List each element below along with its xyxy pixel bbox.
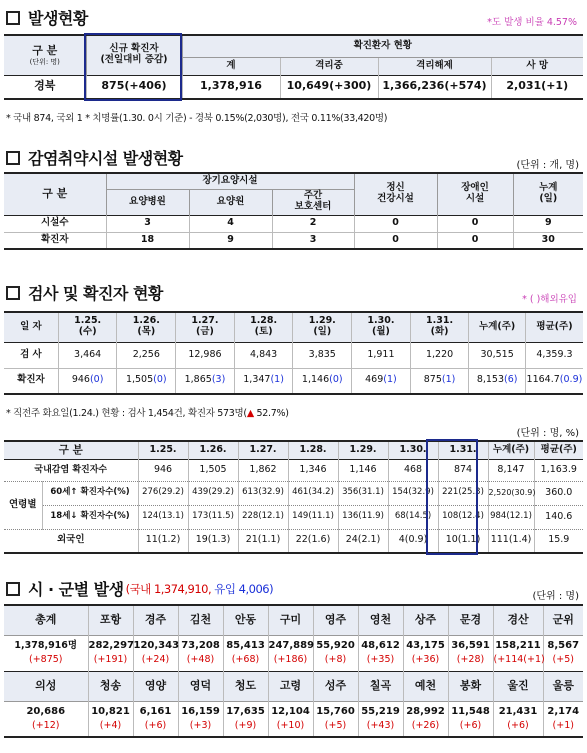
- value-new: 875(+406): [86, 75, 182, 99]
- region-name: 영주: [313, 605, 358, 635]
- header-mental-health: 정신 건강시설: [354, 173, 437, 215]
- region-value: 8,567 (+5): [543, 635, 583, 671]
- region-value: 120,343 (+24): [133, 635, 178, 671]
- region-value: 6,161 (+6): [133, 701, 178, 737]
- province-rate-note: *도 발생 비율 4.57%: [487, 17, 577, 28]
- region-value: 2,174 (+1): [543, 701, 583, 737]
- header-released: 격리해제: [378, 57, 491, 75]
- region-value: 15,760 (+5): [313, 701, 358, 737]
- region-name: 총계: [4, 605, 88, 635]
- region-value: 85,413 (+68): [223, 635, 268, 671]
- region-name: 예천: [403, 671, 448, 701]
- header-cumulative: 누계 (일): [513, 173, 583, 215]
- vulnerable-facility-table: [4, 172, 583, 250]
- table-row: 시설수 3 4 2 0 0 9: [4, 215, 583, 232]
- header-deaths: 사 망: [491, 57, 583, 75]
- value-isolating: 10,649(+300): [280, 75, 378, 99]
- new-cases-highlight: [84, 33, 182, 101]
- city-county-table: [4, 604, 583, 738]
- region-value: 282,297 (+191): [88, 635, 133, 671]
- section-title-city: [6, 577, 273, 600]
- region-name: 경주: [133, 605, 178, 635]
- region-value: 28,992 (+26): [403, 701, 448, 737]
- date-col: 1.25. (수): [58, 312, 117, 342]
- date-col: 1.27. (금): [176, 312, 235, 342]
- header-long-term-care: 장기요양시설: [106, 173, 354, 189]
- row-label: 경북: [34, 79, 56, 93]
- region-value: 55,219 (+43): [358, 701, 403, 737]
- region-value: 10,821 (+4): [88, 701, 133, 737]
- header-cumulative: 누계(주): [469, 312, 525, 342]
- region-name: 고령: [268, 671, 313, 701]
- region-name: 포항: [88, 605, 133, 635]
- region-name: 문경: [448, 605, 493, 635]
- region-name: 영양: [133, 671, 178, 701]
- header-average: 평균(주): [525, 312, 583, 342]
- region-name: 청송: [88, 671, 133, 701]
- region-name: 구미: [268, 605, 313, 635]
- section-title-occurrence: [6, 6, 88, 29]
- value-deaths: 2,031(+1): [491, 75, 583, 99]
- table-row: 국내감염 확진자수 946 1,505 1,862 1,346 1,146 468 874 8,147 1,163.9: [4, 459, 583, 481]
- table-row: 외국인 11(1.2) 19(1.3) 21(1.1) 22(1.6) 24(2.1) 4(0.9) 10(1.1) 111(1.4) 15.9: [4, 529, 583, 553]
- section3-footnote: * 직전주 화요일(1.24.) 현황 : 검사 1,454건, 확진자 573명(▲ 52.7%): [6, 408, 289, 419]
- region-name: 의성: [4, 671, 88, 701]
- table-row: 연령별 60세↑ 확진자수(%) 276(29.2) 439(29.2) 613(32.9) 461(34.2) 356(31.1) 154(32.9) 221(25.3) 2,520(30.9) 360.0: [4, 481, 583, 505]
- region-name: 김천: [178, 605, 223, 635]
- table-row: 확진자 946(0) 1,505(0) 1,865(3) 1,347(1) 1,146(0) 469(1) 875(1) 8,153(6) 1164.7(0.9): [4, 368, 583, 394]
- region-value: 12,104 (+10): [268, 701, 313, 737]
- value-released: 1,366,236(+574): [378, 75, 491, 99]
- overseas-note: * ( )해외유입: [522, 294, 577, 305]
- region-value: 247,889 (+186): [268, 635, 313, 671]
- region-name: 성주: [313, 671, 358, 701]
- title-text: 감염취약시설 발생현황: [28, 149, 183, 168]
- date-col: 1.29. (일): [293, 312, 352, 342]
- region-name: 청도: [223, 671, 268, 701]
- region-value: 48,612 (+35): [358, 635, 403, 671]
- region-value: 20,686 (+12): [26, 706, 66, 731]
- region-value: 1,378,916명 (+875): [14, 639, 78, 665]
- checkbox-square-icon: [6, 151, 20, 165]
- region-name: 울릉: [543, 671, 583, 701]
- table-row: 검 사 3,464 2,256 12,986 4,843 3,835 1,911 1,220 30,515 4,359.3: [4, 342, 583, 368]
- header-gubun: 구 분 (단위: 명): [4, 35, 86, 75]
- latest-day-highlight: [426, 439, 478, 555]
- section2-unit: (단위 : 개, 명): [516, 160, 579, 171]
- region-name: 경산: [493, 605, 543, 635]
- header-gubun: 구 분: [4, 173, 106, 215]
- header-status: 확진환자 현황: [182, 35, 583, 57]
- region-value: 43,175 (+36): [403, 635, 448, 671]
- region-value: 21,431 (+6): [493, 701, 543, 737]
- checkbox-square-icon: [6, 11, 20, 25]
- header-nursing-home: 요양원: [189, 189, 272, 215]
- region-value: 16,159 (+3): [178, 701, 223, 737]
- header-nursing-hospital: 요양병원: [106, 189, 189, 215]
- checkbox-square-icon: [6, 582, 20, 596]
- table-row: 18세↓ 확진자수(%) 124(13.1) 173(11.5) 228(12.1) 149(11.1) 136(11.9) 68(14.5) 108(12.4) 984(12.1) 140.6: [4, 505, 583, 529]
- header-day-care: 주간 보호센터: [272, 189, 354, 215]
- checkbox-square-icon: [6, 286, 20, 300]
- up-triangle-icon: ▲: [246, 408, 254, 419]
- region-name: 영천: [358, 605, 403, 635]
- date-col: 1.26. (목): [117, 312, 176, 342]
- region-name: 군위: [543, 605, 583, 635]
- date-col: 1.31. (화): [410, 312, 469, 342]
- header-total: 계: [182, 57, 280, 75]
- section5-unit: (단위 : 명): [532, 591, 579, 602]
- test-confirmed-table: [4, 311, 583, 395]
- region-name: 상주: [403, 605, 448, 635]
- date-col: 1.30. (월): [352, 312, 411, 342]
- region-value: 158,211 (+114(+1): [493, 635, 543, 671]
- header-isolating: 격리중: [280, 57, 378, 75]
- date-col: 1.28. (토): [234, 312, 293, 342]
- title-sub: (국내 1,374,910, 유입 4,006): [125, 581, 274, 596]
- region-name: 안동: [223, 605, 268, 635]
- region-value: 55,920 (+8): [313, 635, 358, 671]
- title-text: 검사 및 확진자 현황: [28, 284, 163, 303]
- region-name: 칠곡: [358, 671, 403, 701]
- region-value: 11,548 (+6): [448, 701, 493, 737]
- value-total: 1,378,916: [182, 75, 280, 99]
- age-breakdown-table: 구 분 1.25. 1.26. 1.27. 1.28. 1.29. 1.30. 1.31. 누계(주) 평균(주) 국내감염 확진자수 946 1,505 1,862 1,346 1,146 468 874 8,147 1,163.9 연령별 60세↑ 확진자수(%) 276(29.2) 439(29.2) 613(32.9) 461(34.2) 356(31.1) 154(32.9) 221(25.3) 2,520(30.9) 360.0 18세↓ 확진자수(%) 124(13.1) 173(11.5) 228(12.1) 149(11.1) 136(11.9) 68(14.5) 108(12.4) 984(12.1) 140.6 외국인 11(1.2) 19(1.3) 21(1.1) 22(1.6) 24(2.1) 4(0.9) 10(1.1) 111(1.4) 15.9: [4, 440, 583, 554]
- header-date: 일 자: [4, 312, 58, 342]
- section-title-vulnerable: [6, 146, 183, 169]
- section4-unit: (단위 : 명, %): [516, 428, 579, 439]
- header-gubun: 구 분: [4, 441, 138, 459]
- section-title-tests: [6, 281, 163, 304]
- header-disabled-facility: 장애인 시설: [437, 173, 513, 215]
- header-new-cases: 신규 확진자 (전일대비 증감): [86, 35, 182, 75]
- table-row: 확진자 18 9 3 0 0 30: [4, 232, 583, 249]
- region-value: 73,208 (+48): [178, 635, 223, 671]
- title-text: 시 · 군별 발생: [28, 580, 124, 599]
- title-text: 발생현황: [28, 9, 88, 28]
- region-name: 울진: [493, 671, 543, 701]
- region-value: 17,635 (+9): [223, 701, 268, 737]
- region-value: 36,591 (+28): [448, 635, 493, 671]
- section1-footnote: * 국내 874, 국외 1 * 치명률(1.30. 0시 기준) - 경북 0.15%(2,030명), 전국 0.11%(33,420명): [6, 113, 388, 124]
- region-name: 영덕: [178, 671, 223, 701]
- region-name: 봉화: [448, 671, 493, 701]
